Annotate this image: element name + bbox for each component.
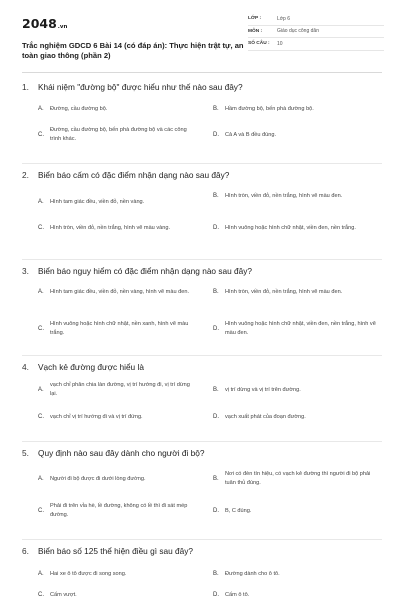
- option-text: Hình vuông hoặc hình chữ nhật, nền xanh, hình vẽ màu trắng.: [50, 321, 189, 336]
- meta-key: LỚP :: [248, 16, 262, 22]
- option-b[interactable]: [213, 386, 381, 395]
- meta-row-count: [248, 38, 384, 51]
- question-number: 3.: [22, 266, 29, 276]
- option-text: Đường, cầu đường bộ.: [50, 106, 108, 112]
- meta-value: Giáo dục công dân: [277, 28, 319, 35]
- option-c[interactable]: [38, 502, 198, 520]
- page-title: Trắc nghiệm GDCD 6 Bài 14 (có đáp án): Thực hiện trật tự, an toàn giao thông (phần 2): [22, 41, 244, 60]
- option-letter: D.: [213, 592, 219, 598]
- option-letter: B.: [213, 289, 219, 295]
- option-letter: C.: [38, 592, 44, 598]
- option-text: Người đi bộ được đi dưới lòng đường.: [50, 476, 146, 482]
- option-text: vị trí dừng và vị trí trên đường.: [225, 387, 301, 393]
- option-text: Đường, cầu đường bộ, bến phà đường bộ và các công trình khác.: [50, 127, 187, 142]
- option-c[interactable]: [38, 224, 198, 233]
- option-b[interactable]: [213, 570, 381, 579]
- option-letter: B.: [213, 193, 219, 199]
- option-text: Hình tròn, viền đỏ, nền trắng, hình vẽ màu vàng.: [50, 225, 171, 231]
- question-text: Biển báo số 125 thể hiện điều gì sau đây?: [38, 546, 193, 556]
- option-d[interactable]: [213, 131, 381, 140]
- option-text: Hình vuông hoặc hình chữ nhật, viền đen, nền trắng.: [225, 225, 356, 231]
- option-letter: B.: [213, 475, 219, 482]
- option-letter: A.: [38, 106, 44, 112]
- option-a[interactable]: [38, 288, 198, 297]
- option-a[interactable]: [38, 198, 198, 207]
- option-c[interactable]: [38, 320, 198, 338]
- option-text: vạch chỉ vị trí hướng đi và vị trí đứng.: [50, 414, 143, 420]
- question-number: 1.: [22, 82, 29, 92]
- option-letter: B.: [213, 387, 219, 393]
- option-text: Hình tam giác đều, viền đỏ, nền vàng, hình vẽ màu đen.: [50, 289, 190, 295]
- option-b[interactable]: [213, 288, 381, 297]
- option-text: Hình tròn, viền đỏ, nền trắng, hình vẽ màu đen.: [225, 289, 343, 295]
- option-text: Cả A và B đều đúng.: [225, 132, 277, 138]
- option-d[interactable]: [213, 507, 381, 516]
- option-c[interactable]: [38, 126, 198, 144]
- meta-table: [248, 13, 384, 51]
- option-letter: A.: [38, 476, 44, 482]
- question-text: Quy định nào sau đây dành cho người đi bộ?: [38, 448, 205, 458]
- option-text: B, C đúng.: [225, 508, 252, 514]
- question-2: [22, 164, 382, 260]
- option-text: Đường dành cho ô tô.: [225, 571, 280, 577]
- question-5: [22, 442, 382, 540]
- question-number: 6.: [22, 546, 29, 556]
- question-number: 5.: [22, 448, 29, 458]
- option-letter: A.: [38, 289, 44, 295]
- question-6: [22, 540, 382, 600]
- option-b[interactable]: [213, 470, 381, 488]
- option-text: Hình vuông hoặc hình chữ nhật, viền đen, nền trắng, hình vẽ màu đen.: [225, 321, 376, 336]
- option-letter: C.: [38, 131, 44, 138]
- logo-domain-text: .vn: [57, 24, 68, 30]
- question-1: [22, 78, 382, 164]
- option-letter: B.: [213, 106, 219, 112]
- option-letter: A.: [38, 199, 44, 205]
- option-text: Nơi có đèn tín hiệu, có vạch kẻ đường thì người đi bộ phải tuân thủ đúng.: [225, 471, 371, 486]
- meta-row-subject: [248, 26, 384, 39]
- question-text: Biển báo nguy hiểm có đặc điểm nhận dạng nào sau đây?: [38, 266, 253, 276]
- option-d[interactable]: [213, 591, 381, 600]
- option-letter: A.: [38, 386, 44, 393]
- option-letter: C.: [38, 414, 44, 420]
- option-b[interactable]: [213, 105, 381, 114]
- option-a[interactable]: [38, 475, 198, 484]
- question-text: Biển báo cấm có đặc điểm nhận dạng nào sau đây?: [38, 170, 230, 180]
- page-header: [22, 13, 382, 65]
- option-letter: D.: [213, 132, 219, 138]
- option-text: Cấm vượt.: [50, 592, 77, 598]
- option-d[interactable]: [213, 413, 381, 422]
- option-letter: C.: [38, 225, 44, 231]
- option-text: Phải đi trên vỉa hè, lề đường, không có lề thì đi sát mép đường.: [50, 503, 188, 518]
- option-c[interactable]: [38, 413, 198, 422]
- option-b[interactable]: [213, 192, 381, 201]
- option-a[interactable]: [38, 570, 198, 579]
- option-letter: D.: [213, 414, 219, 420]
- option-text: Hầm đường bộ, bến phà đường bộ.: [225, 106, 314, 112]
- option-text: Hình tròn, viền đỏ, nền trắng, hình vẽ màu đen.: [225, 193, 343, 199]
- question-text: Khái niệm "đường bộ" được hiểu như thế nào sau đây?: [38, 82, 243, 92]
- option-letter: D.: [213, 225, 219, 231]
- option-letter: D.: [213, 508, 219, 514]
- question-3: [22, 260, 382, 356]
- question-list: [22, 78, 382, 600]
- meta-key: SỐ CÂU :: [248, 41, 270, 47]
- option-d[interactable]: [213, 320, 381, 338]
- option-text: Cấm ô tô.: [225, 592, 250, 598]
- option-c[interactable]: [38, 591, 198, 600]
- question-number: 2.: [22, 170, 29, 180]
- option-letter: D.: [213, 325, 219, 332]
- meta-value: 10: [277, 40, 283, 47]
- question-4: [22, 356, 382, 442]
- question-number: 4.: [22, 362, 29, 372]
- option-text: vạch xuất phát của đoạn đường.: [225, 414, 306, 420]
- option-text: vạch chỉ phân chia làn đường, vị trí hướng đi, vị trí dừng lại.: [50, 382, 190, 397]
- option-letter: A.: [38, 571, 44, 577]
- meta-row-grade: [248, 13, 384, 26]
- site-logo[interactable]: [22, 16, 67, 31]
- meta-value: Lớp 6: [277, 15, 291, 22]
- option-text: Hình tam giác đều, viền đỏ, nền vàng.: [50, 199, 145, 205]
- option-d[interactable]: [213, 224, 381, 233]
- meta-key: MÔN :: [248, 28, 263, 34]
- option-letter: C.: [38, 507, 44, 514]
- question-text: Vạch kẻ đường được hiểu là: [38, 362, 144, 372]
- option-a[interactable]: [38, 381, 198, 399]
- option-letter: B.: [213, 571, 219, 577]
- logo-main-text: 2048: [22, 16, 57, 31]
- header-divider: [22, 72, 382, 73]
- option-letter: C.: [38, 325, 44, 332]
- option-a[interactable]: [38, 105, 198, 114]
- option-text: Hai xe ô tô được đi song song.: [50, 571, 127, 577]
